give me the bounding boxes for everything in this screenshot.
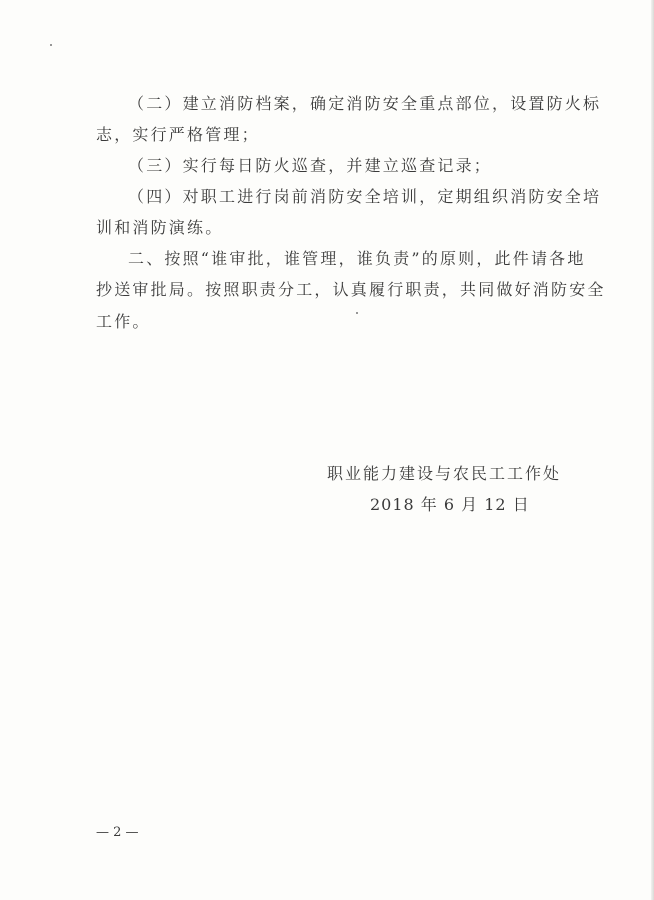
paragraph-line-2: 志，实行严格管理； [96,125,260,144]
paragraph-line-1: （二）建立消防档案，确定消防安全重点部位，设置防火标 [128,94,602,113]
signature-date: 2018 年 6 月 12 日 [370,495,530,514]
page-number: — 2 — [96,825,139,840]
signature-organization: 职业能力建设与农民工工作处 [327,464,562,483]
paragraph-line-3: （三）实行每日防火巡查，并建立巡查记录； [128,156,493,175]
scan-speck [356,312,358,314]
paragraph-line-6: 二、按照“谁审批，谁管理，谁负责”的原则，此件请各地 [128,249,586,268]
scan-speck [50,44,52,46]
paragraph-line-7: 抄送审批局。按照职责分工，认真履行职责，共同做好消防安全 [96,280,606,299]
paragraph-line-8: 工作。 [96,312,151,331]
paragraph-line-4: （四）对职工进行岗前消防安全培训，定期组织消防安全培 [128,187,602,206]
paragraph-line-5: 训和消防演练。 [96,218,224,237]
